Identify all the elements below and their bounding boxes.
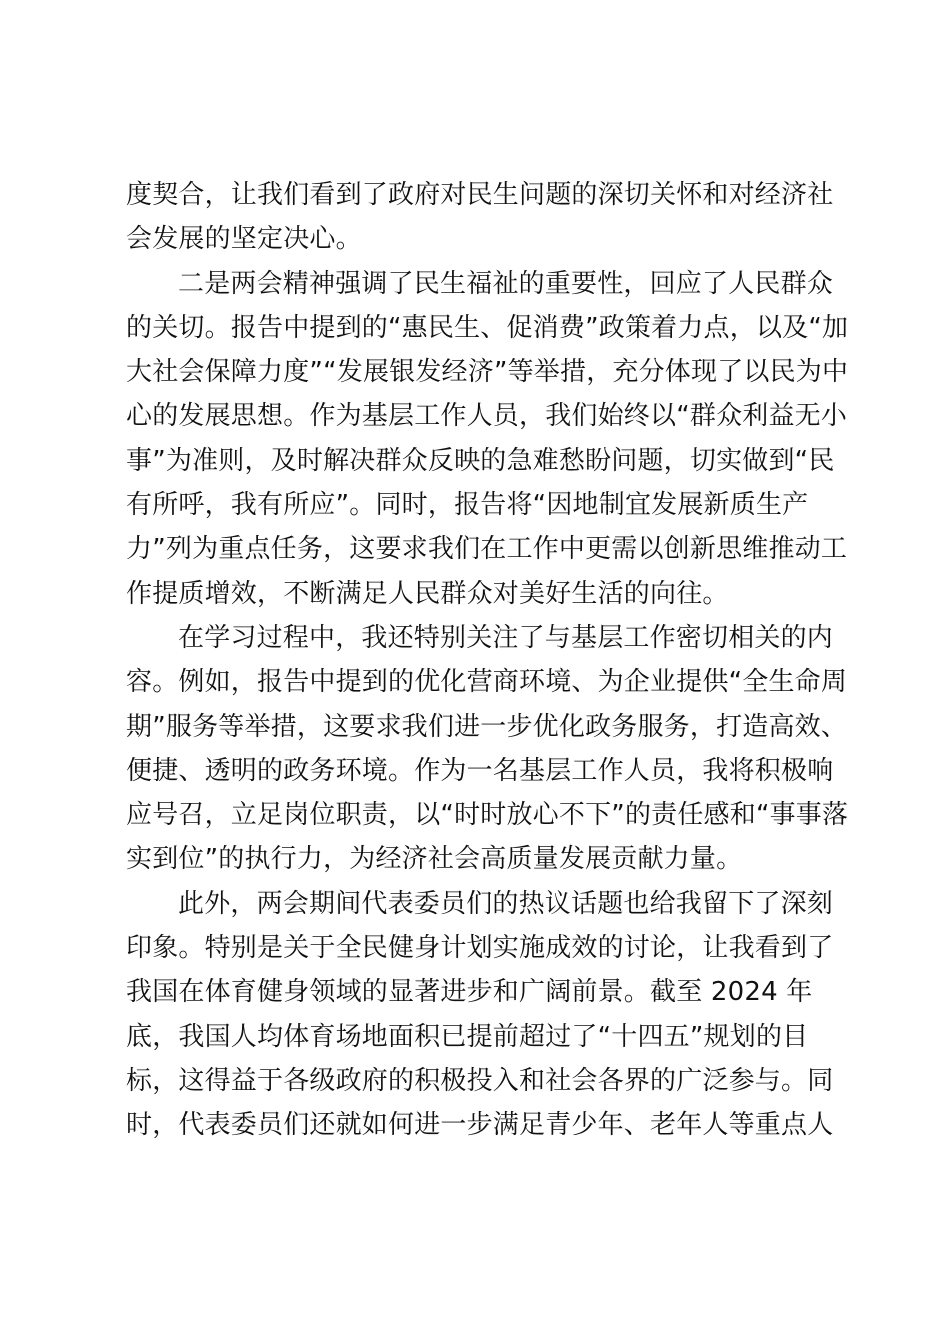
text-line: 会发展的坚定决心。	[126, 224, 362, 255]
text-line: 的关切。报告中提到的“惠民生、促消费”政策着力点，以及“加	[126, 312, 849, 343]
text-line: 便捷、透明的政务环境。作为一名基层工作人员，我将积极响	[126, 755, 834, 786]
text-line: 实到位”的执行力，为经济社会高质量发展贡献力量。	[126, 844, 743, 875]
paragraph-start-line: 在学习过程中，我还特别关注了与基层工作密切相关的内	[178, 622, 834, 653]
text-line: 印象。特别是关于全民健身计划实施成效的讨论，让我看到了	[126, 933, 834, 964]
text-line: 力”列为重点任务，这要求我们在工作中更需以创新思维推动工	[126, 534, 848, 565]
text-line: 容。例如，报告中提到的优化营商环境、为企业提供“全生命周	[126, 667, 848, 698]
text-line: 心的发展思想。作为基层工作人员，我们始终以“群众利益无小	[126, 401, 848, 432]
text-line: 事”为准则，及时解决群众反映的急难愁盼问题，切实做到“民	[126, 445, 835, 476]
text-line: 期”服务等举措，这要求我们进一步优化政务服务，打造高效、	[126, 711, 848, 742]
text-line: 底，我国人均体育场地面积已提前超过了“十四五”规划的目	[126, 1021, 809, 1052]
text-line: 度契合，让我们看到了政府对民生问题的深切关怀和对经济社	[126, 180, 834, 210]
text-line: 应号召，立足岗位职责，以“时时放心不下”的责任感和“事事落	[126, 800, 849, 831]
text-line: 时，代表委员们还就如何进一步满足青少年、老年人等重点人	[126, 1110, 834, 1141]
text-line: 作提质增效，不断满足人民群众对美好生活的向往。	[126, 578, 729, 609]
text-line: 我国在体育健身领域的显著进步和广阔前景。截至 2024 年	[126, 977, 813, 1008]
paragraph-start-line: 此外，两会期间代表委员们的热议话题也给我留下了深刻	[178, 888, 834, 919]
text-line: 有所呼，我有所应”。同时，报告将“因地制宜发展新质生产	[126, 490, 809, 521]
paragraph-start-line: 二是两会精神强调了民生福祉的重要性，回应了人民群众	[178, 268, 834, 299]
text-line: 大社会保障力度”“发展银发经济”等举措，充分体现了以民为中	[126, 357, 849, 388]
text-line: 标，这得益于各级政府的积极投入和社会各界的广泛参与。同	[126, 1065, 834, 1096]
body-text	[126, 173, 849, 1148]
